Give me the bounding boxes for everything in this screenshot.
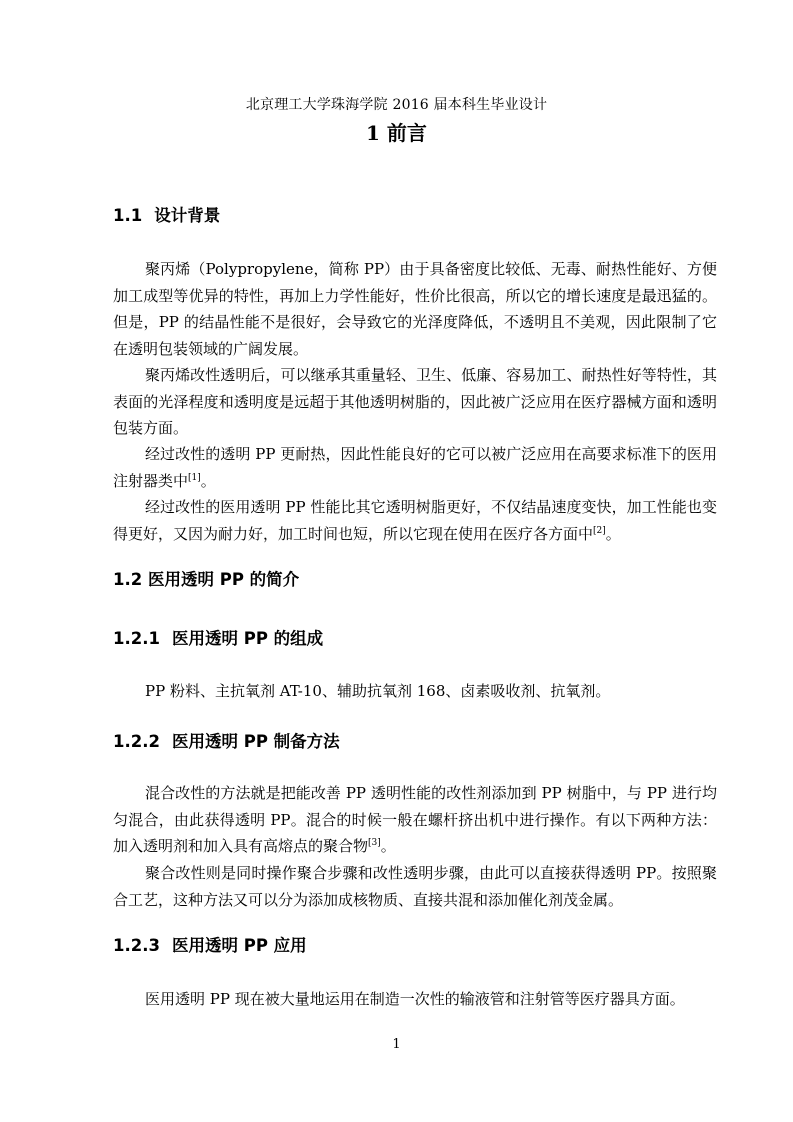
section-title: 医用透明 PP 的简介	[147, 570, 300, 589]
section-heading-1-2-3	[113, 932, 307, 956]
section-title: 医用透明 PP 应用	[171, 936, 307, 955]
section-heading-1-2-1	[113, 625, 323, 649]
chapter-title: 1 前言	[366, 121, 427, 145]
paragraph-5: PP 粉料、主抗氧剂 AT-10、辅助抗氧剂 168、卤素吸收剂、抗氧剂。	[145, 682, 611, 700]
paragraph-3	[113, 441, 717, 494]
paragraph-end: 。	[380, 837, 396, 855]
paragraph-8: 医用透明 PP 现在被大量地运用在制造一次性的输液管和注射管等医疗器具方面。	[145, 990, 685, 1008]
paragraph-7: 聚合改性则是同时操作聚合步骤和改性透明步骤，由此可以直接获得透明 PP。按照聚合工艺，这种方法又可以分为添加成核物质、直接共混和添加催化剂茂金属。	[113, 864, 717, 909]
paragraph-6	[113, 780, 717, 860]
citation-ref: [2]	[593, 525, 606, 536]
paragraph-end: 。	[605, 524, 621, 543]
page-header: 北京理工大学珠海学院 2016 届本科生毕业设计	[245, 97, 548, 113]
section-title: 医用透明 PP 制备方法	[171, 732, 340, 751]
paragraph-text: 经过改性的透明 PP 更耐热，因此性能良好的它可以被广泛应用在高要求标准下的医用注射器类中	[113, 445, 717, 490]
paragraph-text: 经过改性的医用透明 PP 性能比其它透明树脂更好，不仅结晶速度变快，加工性能也变得更好，又因为耐力好，加工时间也短，所以它现在使用在医疗各方面中	[113, 498, 717, 543]
section-number: 1.1	[113, 206, 143, 225]
paragraph-end: 。	[200, 471, 216, 490]
paragraph-4	[113, 494, 717, 547]
citation-ref: [1]	[188, 472, 201, 483]
section-number: 1.2	[113, 570, 143, 589]
page-number: 1	[392, 1037, 401, 1052]
section-number: 1.2.1	[113, 629, 160, 648]
section-heading-1-2	[113, 566, 299, 590]
section-title: 医用透明 PP 的组成	[171, 629, 324, 648]
paragraph-1: 聚丙烯（Polypropylene，简称 PP）由于具备密度比较低、无毒、耐热性能好、方便加工成型等优异的特性，再加上力学性能好，性价比很高，所以它的增长速度是最迅猛的。但是，PP 的结晶性能不是很好，会导致它的光泽度降低，不透明且不美观，因此限制了它在透明包装领域的广阔发展。	[113, 260, 717, 358]
section-number: 1.2.3	[113, 936, 160, 955]
section-heading-1-1	[113, 202, 220, 226]
paragraph-text: 混合改性的方法就是把能改善 PP 透明性能的改性剂添加到 PP 树脂中，与 PP 进行均匀混合，由此获得透明 PP。混合的时候一般在螺杆挤出机中进行操作。有以下两种方法：加入透明剂和加入具有高熔点的聚合物	[113, 784, 717, 855]
citation-ref: [3]	[368, 838, 381, 848]
paragraph-2: 聚丙烯改性透明后，可以继承其重量轻、卫生、低廉、容易加工、耐热性好等特性，其表面的光泽程度和透明度是远超于其他透明树脂的，因此被广泛应用在医疗器械方面和透明包装方面。	[113, 366, 717, 437]
section-title: 设计背景	[154, 206, 221, 225]
section-number: 1.2.2	[113, 732, 160, 751]
section-heading-1-2-2	[113, 728, 340, 752]
